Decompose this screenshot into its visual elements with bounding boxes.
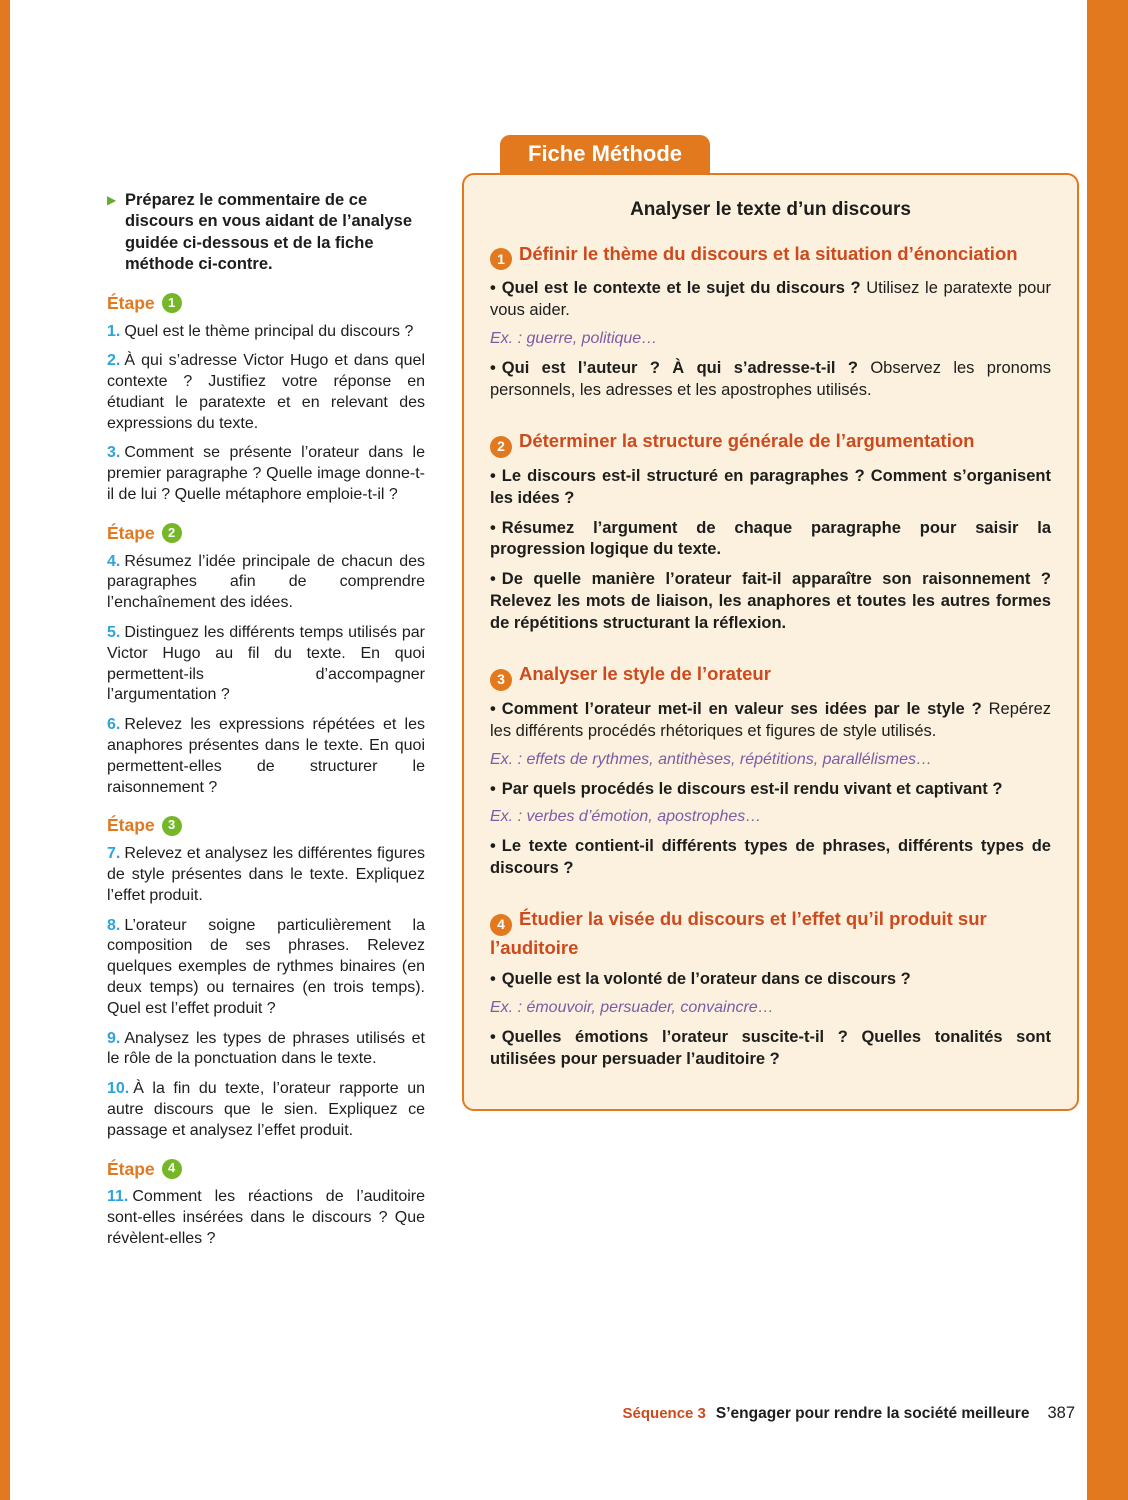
fiche-title: Analyser le texte d’un discours (630, 199, 911, 220)
step-number-badge: 4 (162, 1159, 182, 1179)
question-11 (107, 1187, 425, 1249)
method-bullet (490, 466, 1051, 510)
question-number: 1. (107, 322, 121, 340)
fiche-methode-tab-label: Fiche Méthode (528, 141, 683, 166)
section-heading-text: Étudier la visée du discours et l’effet qu’il produit sur l’auditoire (490, 908, 987, 958)
section-heading-text: Déterminer la structure générale de l’argumentation (519, 430, 975, 452)
bullet-icon: • (490, 518, 496, 537)
fiche-methode-box (462, 173, 1079, 1111)
bullet-icon: • (490, 1027, 496, 1046)
step-etape-4 (107, 1158, 425, 1250)
section-heading (490, 242, 1051, 270)
sequence-title: S’engager pour rendre la société meilleure (715, 1405, 1030, 1422)
bullet-bold-text: Comment l’orateur met-il en valeur ses idées par le style ? (501, 699, 982, 718)
step-etape-2 (107, 522, 425, 799)
guided-analysis-column (107, 190, 425, 1259)
method-bullet (490, 518, 1051, 562)
question-number: 7. (107, 845, 121, 863)
example-text: Ex. : effets de rythmes, antithèses, répétitions, parallélismes… (490, 750, 932, 768)
step-etape-3 (107, 814, 425, 1141)
example-text: Ex. : émouvoir, persuader, convaincre… (490, 998, 774, 1016)
bullet-icon: • (490, 359, 496, 378)
bullet-bold-text: Qui est l’auteur ? À qui s’adresse-t-il ? (501, 359, 858, 378)
method-section-2 (490, 429, 1051, 635)
section-heading-text: Définir le thème du discours et la situation d’énonciation (519, 243, 1018, 264)
question-text: Comment les réactions de l’auditoire sont-elles insérées dans le discours ? Que révèlent-elles ? (107, 1188, 425, 1247)
question-number: 6. (107, 716, 121, 734)
step-heading (107, 1158, 425, 1181)
page-number: 387 (1047, 1404, 1075, 1422)
question-7 (107, 844, 425, 906)
question-5 (107, 623, 425, 706)
question-number: 8. (107, 916, 121, 934)
question-text: Quel est le thème principal du discours ? (124, 322, 414, 340)
method-section-4 (490, 907, 1051, 1070)
intro-paragraph (107, 190, 425, 276)
question-number: 3. (107, 444, 121, 462)
bullet-bold-text: Quelles émotions l’orateur suscite-t-il ? Quelles tonalités sont utilisées pour persuader l’auditoire ? (490, 1027, 1051, 1068)
section-heading (490, 907, 1051, 960)
section-number-badge: 2 (490, 436, 512, 458)
step-etape-1 (107, 292, 425, 506)
section-heading (490, 662, 1051, 690)
question-text: Relevez les expressions répétées et les anaphores présentes dans le texte. En quoi permettent-elles de structurer le raisonnement ? (107, 716, 425, 796)
section-number-badge: 4 (490, 914, 512, 936)
question-text: À qui s’adresse Victor Hugo et dans quel contexte ? Justifiez votre réponse en étudiant le paratexte et en relevant des expressions du texte. (107, 352, 425, 432)
bullet-bold-text: De quelle manière l’orateur fait-il apparaître son raisonnement ? Relevez les mots de liaison, les anaphores et toutes les autres formes de répétitions structurant la réflexion. (490, 570, 1051, 633)
section-number-badge: 1 (490, 248, 512, 270)
bullet-bold-text: Quelle est la volonté de l’orateur dans ce discours ? (501, 969, 911, 988)
section-heading-text: Analyser le style de l’orateur (519, 663, 771, 685)
step-label: Étape (107, 1158, 155, 1179)
step-heading (107, 522, 425, 545)
step-heading (107, 292, 425, 315)
bullet-rest-text: Utilisez le paratexte pour vous aider. (490, 279, 1051, 320)
method-bullet (490, 779, 1051, 801)
method-bullet (490, 969, 1051, 991)
method-bullet (490, 699, 1051, 743)
method-bullet (490, 836, 1051, 880)
question-3 (107, 443, 425, 505)
bullet-icon: • (490, 570, 496, 589)
bullet-icon: • (490, 837, 496, 856)
method-bullet (490, 278, 1051, 322)
bullet-bold-text: Le texte contient-il différents types de phrases, différents types de discours ? (490, 837, 1051, 878)
method-section-1 (490, 242, 1051, 402)
bullet-rest-text: Observez les pronoms personnels, les adresses et les apostrophes utilisés. (490, 359, 1051, 400)
method-bullet (490, 569, 1051, 635)
left-edge-bar (0, 0, 10, 1500)
question-text: L’orateur soigne particulièrement la composition de ses phrases. Relevez quelques exemples de rythmes binaires (en deux temps) ou ternaires (en trois temps). Quel est l’effet produit ? (107, 916, 425, 1017)
method-bullet (490, 358, 1051, 402)
example-text: Ex. : guerre, politique… (490, 330, 658, 348)
question-number: 9. (107, 1029, 121, 1047)
question-text: Comment se présente l’orateur dans le premier paragraphe ? Quelle image donne-t-il de lui ? Quelle métaphore emploie-t-il ? (107, 444, 425, 504)
section-number-badge: 3 (490, 669, 512, 691)
section-heading (490, 429, 1051, 457)
question-1 (107, 322, 425, 343)
question-number: 2. (107, 352, 121, 370)
bullet-rest-text: Repérez les différents procédés rhétoriques et figures de style utilisés. (490, 699, 1051, 740)
question-8 (107, 916, 425, 1020)
question-6 (107, 715, 425, 798)
question-text: À la fin du texte, l’orateur rapporte un autre discours que le sien. Expliquez ce passage et analysez l’effet produit. (107, 1080, 425, 1139)
right-edge-bar (1087, 0, 1128, 1500)
bullet-bold-text: Résumez l’argument de chaque paragraphe pour saisir la progression logique du texte. (490, 518, 1051, 559)
sequence-label: Séquence 3 (622, 1405, 706, 1422)
bullet-icon: • (490, 969, 496, 988)
fiche-methode-tab (500, 135, 710, 175)
step-label: Étape (107, 292, 155, 313)
bullet-icon: • (490, 279, 496, 298)
question-text: Relevez et analysez les différentes figures de style présentes dans le texte. Expliquez l’effet produit. (107, 845, 425, 904)
method-bullet (490, 1027, 1051, 1071)
fiche-methode (462, 135, 1079, 1111)
question-10 (107, 1079, 425, 1141)
question-4 (107, 552, 425, 614)
question-number: 11. (107, 1188, 129, 1206)
bullet-bold-text: Par quels procédés le discours est-il rendu vivant et captivant ? (501, 779, 1003, 798)
step-number-badge: 2 (162, 523, 182, 543)
question-number: 5. (107, 624, 121, 642)
bullet-bold-text: Quel est le contexte et le sujet du discours ? (501, 279, 861, 298)
step-label: Étape (107, 815, 155, 836)
example-text: Ex. : verbes d’émotion, apostrophes… (490, 808, 762, 826)
question-text: Analysez les types de phrases utilisés et le rôle de la ponctuation dans le texte. (107, 1029, 425, 1068)
question-2 (107, 351, 425, 434)
question-number: 4. (107, 552, 121, 570)
bullet-icon: • (490, 699, 496, 718)
page-footer (623, 1404, 1075, 1423)
question-text: Distinguez les différents temps utilisés par Victor Hugo au fil du texte. En quoi permettent-ils d’accompagner l’argumentation ? (107, 624, 425, 704)
bullet-icon: • (490, 779, 496, 798)
question-text: Résumez l’idée principale de chacun des paragraphes afin de comprendre l’enchaînement des idées. (107, 552, 425, 612)
step-label: Étape (107, 522, 155, 543)
question-9 (107, 1029, 425, 1071)
bullet-icon: • (490, 466, 496, 485)
step-number-badge: 3 (162, 816, 182, 836)
method-section-3 (490, 662, 1051, 880)
intro-text: Préparez le commentaire de ce discours en vous aidant de l’analyse guidée ci-dessous et de la fiche méthode ci-contre. (125, 191, 413, 274)
step-number-badge: 1 (162, 293, 182, 313)
bullet-bold-text: Le discours est-il structuré en paragraphes ? Comment s’organisent les idées ? (490, 466, 1051, 507)
question-number: 10. (107, 1080, 130, 1098)
triangle-bullet-icon: ▶ (107, 193, 117, 207)
step-heading (107, 814, 425, 837)
